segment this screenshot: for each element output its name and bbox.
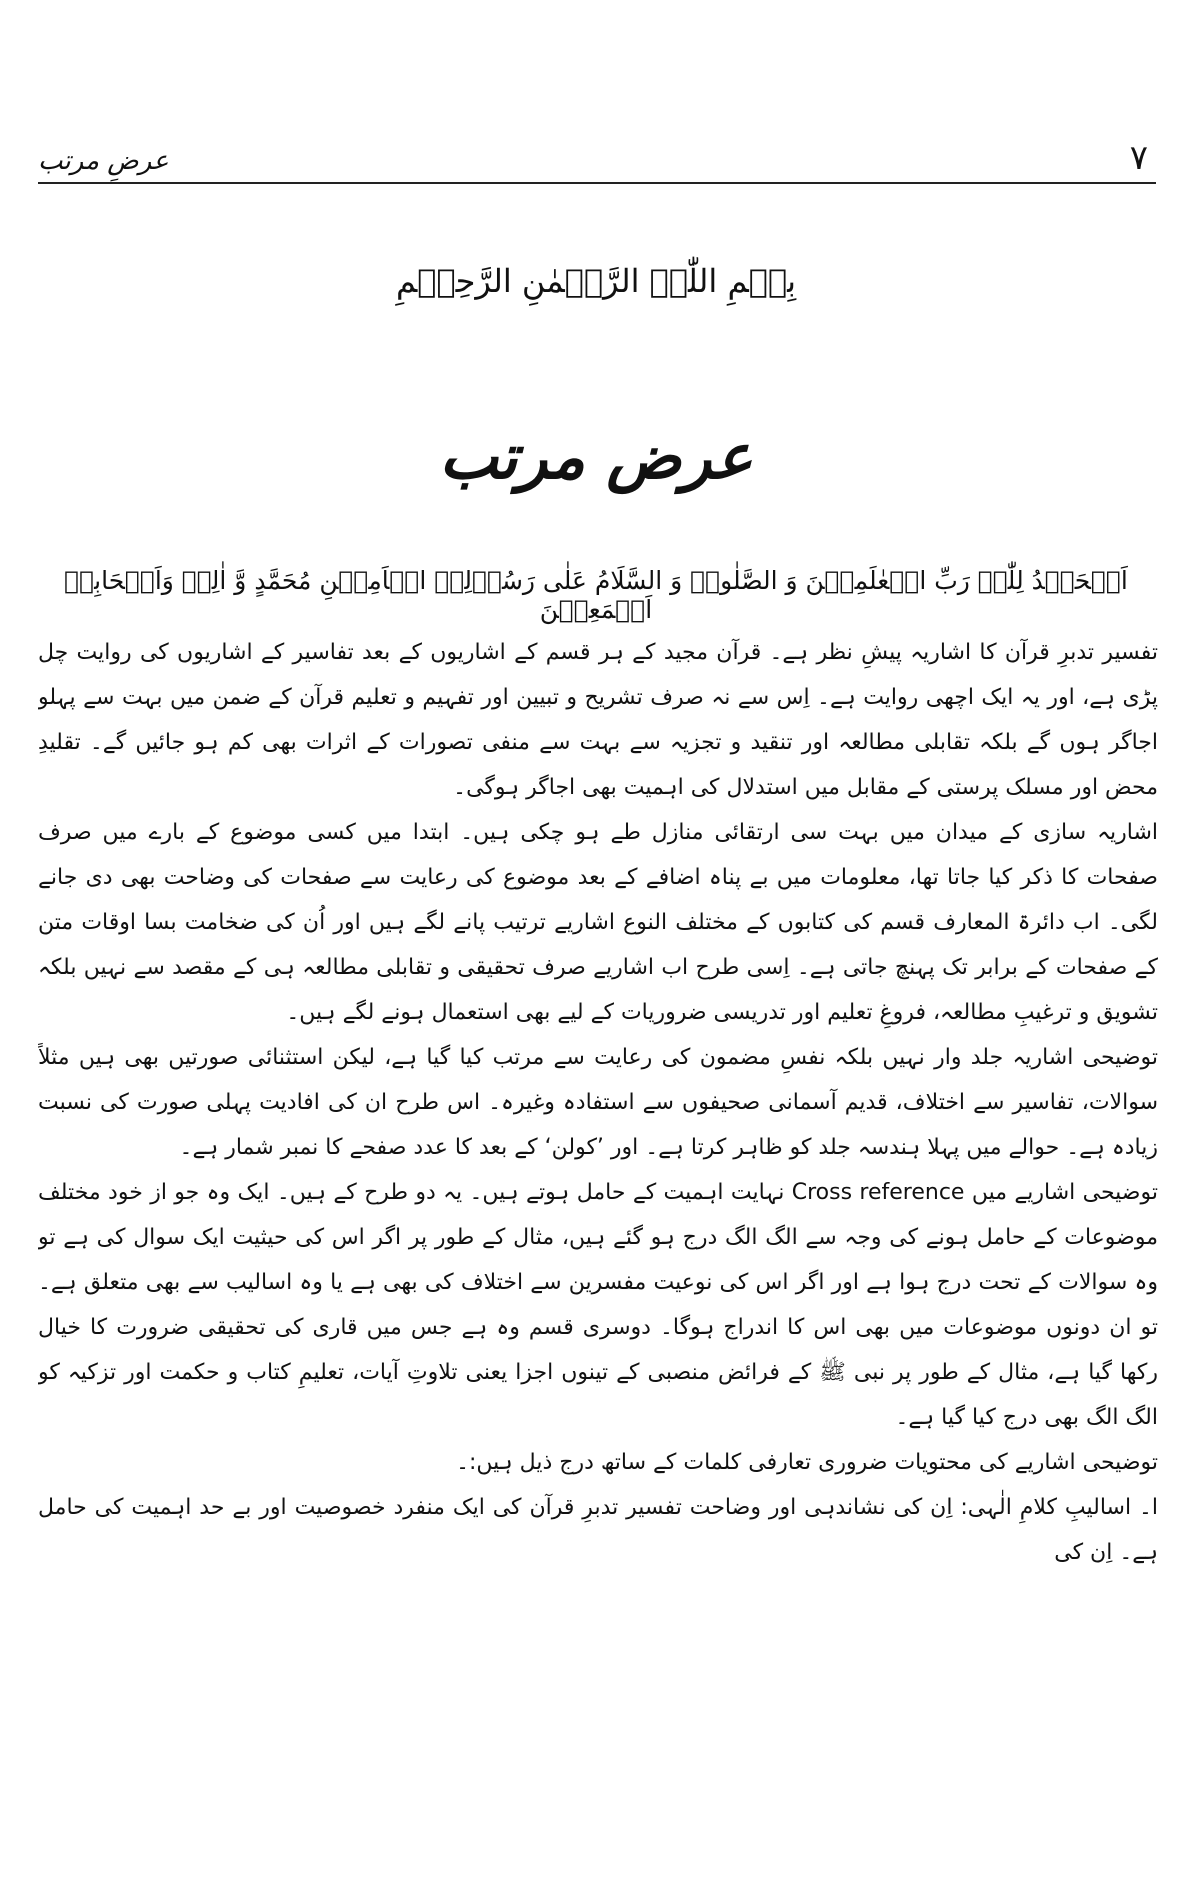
page-title: عرض مرتب xyxy=(439,420,753,493)
paragraph-2: اشاریہ سازی کے میدان میں بہت سی ارتقائی منازل طے ہو چکی ہیں۔ ابتدا میں کسی موضوع کے بارے میں صرف صفحات کا ذکر کیا جاتا تھا، معلومات میں بے پناہ اضافے کے بعد موضوع کی رعایت سے صفحات کی وضاحت بھی دی جانے لگی۔ اب دائرۃ المعارف قسم کی کتابوں کے مختلف النوع اشاریے ترتیب پانے لگے ہیں اور اُن کی ضخامت بسا اوقات متن کے صفحات کے برابر تک پہنچ جاتی ہے۔ اِسی طرح اب اشاریے صرف تحقیقی و تقابلی مطالعہ ہی کے مقصد سے نہیں بلکہ تشویق و ترغیبِ مطالعہ، فروغِ تعلیم اور تدریسی ضروریات کے لیے بھی استعمال ہونے لگے ہیں۔ xyxy=(38,820,1158,1025)
contents-intro-line: توضیحی اشاریے کی محتویات ضروری تعارفی کلمات کے ساتھ درج ذیل ہیں:۔ xyxy=(456,1450,1158,1475)
basmala: بِسۡمِ اللّٰہِ الرَّحۡمٰنِ الرَّحِیۡمِ xyxy=(395,262,797,300)
paragraph-1: تفسیر تدبرِ قرآن کا اشاریہ پیشِ نظر ہے۔ قرآن مجید کے ہر قسم کے اشاریوں کے بعد تفاسیر کے اشاریوں کی روایت چل پڑی ہے، اور یہ ایک اچھی روایت ہے۔ اِس سے نہ صرف تشریح و تبیین اور تفہیم و تعلیم قرآن کے ضمن میں بہت سے پہلو اجاگر ہوں گے بلکہ تقابلی مطالعہ اور تنقید و تجزیہ سے بہت سے منفی تصورات کے اثرات بھی کم ہو جائیں گے۔ تقلیدِ محض اور مسلک پرستی کے مقابل میں استدلال کی اہمیت بھی اجاگر ہوگی۔ xyxy=(38,640,1158,800)
running-title: عرضِ مرتب xyxy=(38,146,169,176)
list-item-a: ا۔ اسالیبِ کلامِ الٰہی: اِن کی نشاندہی اور وضاحت تفسیر تدبرِ قرآن کی ایک منفرد خصوصیت اور بے حد اہمیت کی حامل ہے۔ اِن کی xyxy=(38,1495,1158,1565)
body-text xyxy=(38,630,1158,1810)
invocation-line: اَلۡحَمۡدُ لِلّٰہِ رَبِّ الۡعٰلَمِیۡنَ وَ الصَّلٰوۃُ وَ السَّلَامُ عَلٰی رَسُوۡلِہِ الۡاَمِیۡنِ مُحَمَّدٍ وَّ اٰلِہٖ وَاَصۡحَابِہٖ اَجۡمَعِیۡنَ xyxy=(64,566,1128,624)
paragraph-4: توضیحی اشاریے میں Cross reference نہایت اہمیت کے حامل ہوتے ہیں۔ یہ دو طرح کے ہیں۔ ایک وہ جو از خود مختلف موضوعات کے حامل ہونے کی وجہ سے الگ الگ درج ہو گئے ہیں، مثال کے طور پر اگر اس کی حیثیت ایک سوال کی ہے تو وہ سوالات کے تحت درج ہوا ہے اور اگر اس کی نوعیت مفسرین سے اختلاف کی بھی ہے یا وہ اسالیب سے بھی متعلق ہے۔ تو ان دونوں موضوعات میں بھی اس کا اندراج ہوگا۔ دوسری قسم وہ ہے جس میں قاری کی تحقیقی ضرورت کا خیال رکھا گیا ہے، مثال کے طور پر نبی ﷺ کے فرائض منصبی کے تینوں اجزا یعنی تلاوتِ آیات، تعلیمِ کتاب و حکمت اور تزکیہ کو الگ الگ بھی درج کیا گیا ہے۔ xyxy=(38,1180,1158,1430)
running-header xyxy=(38,138,1156,184)
paragraph-3: توضیحی اشاریہ جلد وار نہیں بلکہ نفسِ مضمون کی رعایت سے مرتب کیا گیا ہے، لیکن استثنائی صورتیں بھی ہیں مثلاً سوالات، تفاسیر سے اختلاف، قدیم آسمانی صحیفوں سے استفادہ وغیرہ۔ اس طرح ان کی افادیت پہلی صورت کی نسبت زیادہ ہے۔ حوالے میں پہلا ہندسہ جلد کو ظاہر کرتا ہے۔ اور ’کولن‘ کے بعد کا عدد صفحے کا نمبر شمار ہے۔ xyxy=(38,1045,1158,1160)
page-number: ۷ xyxy=(1129,138,1148,178)
